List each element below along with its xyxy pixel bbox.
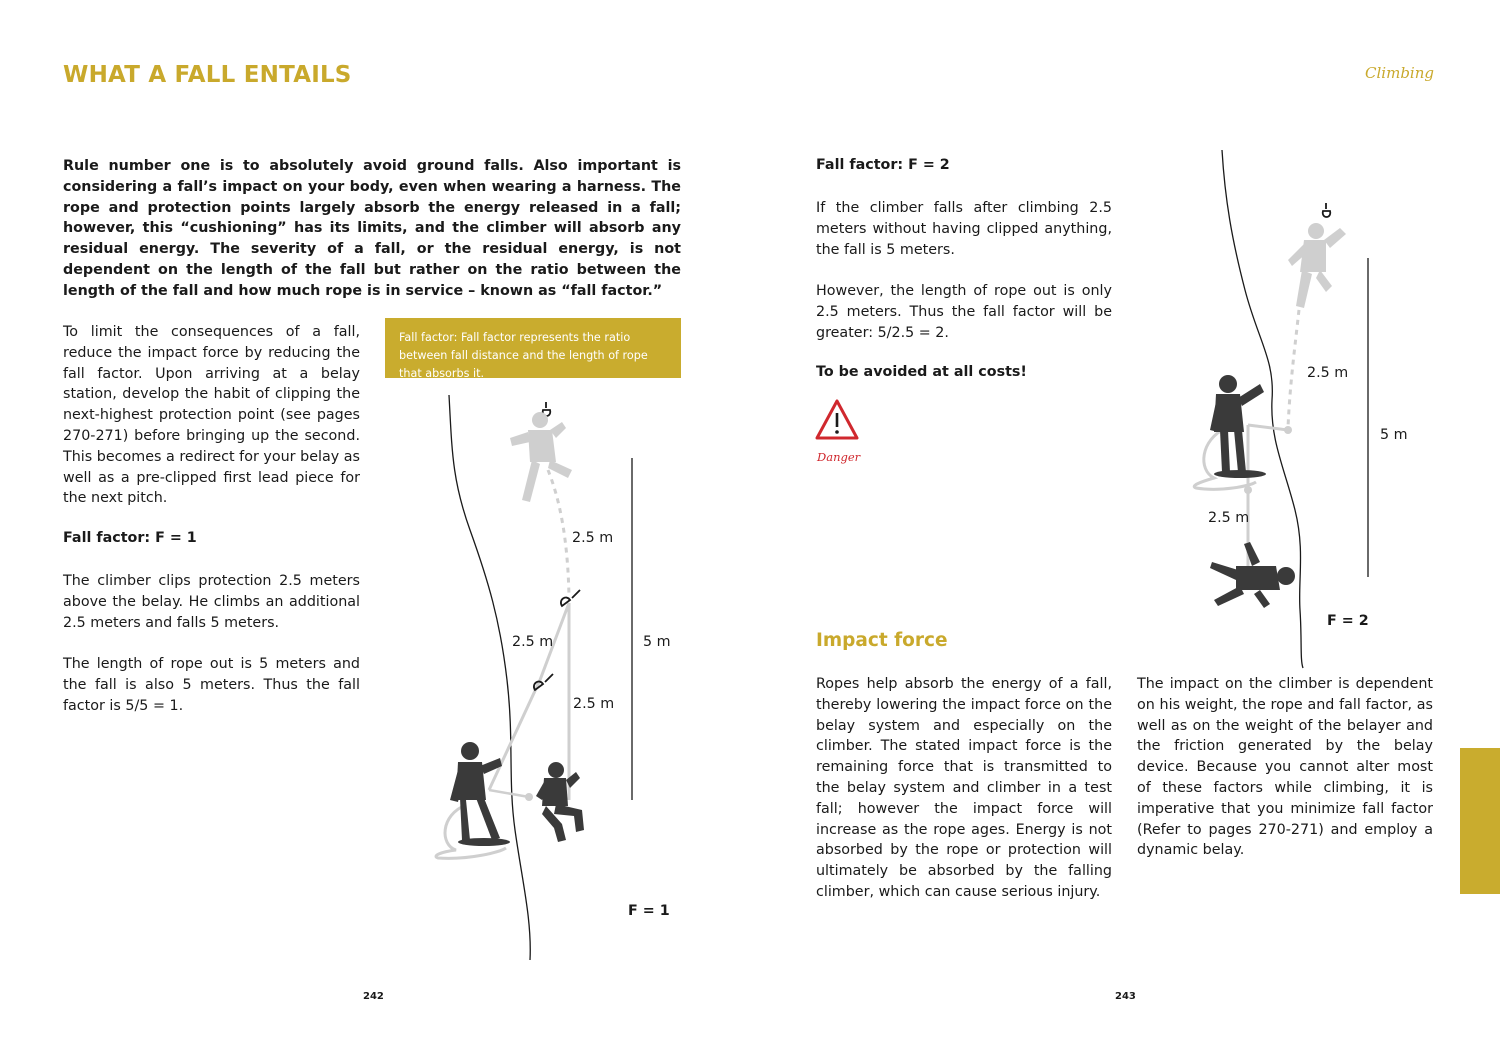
impact-paragraph-col1: Ropes help absorb the energy of a fall, thereby lowering the impact force on the belay system and especially on the climber. The stated impact force is the remaining force that is transmitted to the belay system and climber in a test fall; however the impact force will increase as the rope ages. Energy is not absorbed by the rope or protection will ultimately be absorbed by the falling climber, which can cause serious injury. (816, 676, 1112, 900)
quickdraw-icon (534, 674, 553, 690)
impact-force-heading: Impact force (816, 630, 948, 651)
falling-climber-figure (510, 412, 572, 502)
second-climber-figure (536, 762, 584, 842)
ff2-paragraph-2: However, the length of rope out is only 2.5 meters. Thus the fall factor will be greater: 5/2.5 = 2. (816, 283, 1112, 341)
figure1-label-right: 2.5 m (573, 696, 615, 712)
fallen-climber-figure (1210, 542, 1295, 608)
intro-paragraph: Rule number one is to absolutely avoid ground falls. Also important is considering a fall’s impact on your body, even when wearing a harness. The rope and protection points largely absorb the energy released in a fall; however, this “cushioning” has its limits, and the climber will absorb any residual energy. The severity of a fall, or the residual energy, is not dependent on the length of the fall but rather on the ratio between the length of the fall and how much rope is in service – known as “fall factor.” (63, 158, 681, 299)
danger-warning-icon (817, 401, 857, 438)
anchor-point (1284, 426, 1292, 434)
figure2-caption: F = 2 (1327, 613, 1369, 629)
ff2-heading: Fall factor: F = 2 (816, 157, 950, 173)
rope (489, 603, 569, 790)
figure2-label-top: 2.5 m (1307, 365, 1349, 381)
rope-to-anchor (489, 790, 529, 797)
quickdraw-icon (1323, 203, 1330, 217)
page-title: WHAT A FALL ENTAILS (63, 62, 352, 88)
fall-path-dashed (1288, 300, 1300, 428)
left-paragraph-1: To limit the consequences of a fall, reduce the impact force by reducing the fall factor. Upon arriving at a belay station, develop the habit of clipping the next-highest protection point (see pages 270-271) before bringing up the second. This becomes a redirect for your belay as well as a pre-clipped first lead piece for the next pitch. (63, 324, 360, 507)
danger-label: Danger (817, 450, 861, 464)
belayer-figure (450, 742, 510, 846)
figure2-diagram (1194, 150, 1368, 668)
ff1-paragraph-1: The climber clips protection 2.5 meters above the belay. He climbs an additional 2.5 meters and falls 5 meters. (63, 573, 360, 631)
falling-climber-figure (1288, 223, 1346, 308)
section-name: Climbing (1365, 64, 1434, 82)
figure1-caption: F = 1 (628, 903, 670, 919)
figure2-label-total: 5 m (1380, 427, 1408, 443)
page-number-left: 242 (363, 991, 384, 1002)
figure2-label-bottom: 2.5 m (1208, 510, 1250, 526)
ff1-paragraph-2: The length of rope out is 5 meters and the fall is also 5 meters. Thus the fall factor is 5/5 = 1. (63, 656, 360, 714)
impact-paragraph-col2: The impact on the climber is dependent on his weight, the rope and fall factor, as well as on the weight of the belayer and the friction generated by the belay device. Because you cannot alter most of these factors while climbing, it is imperative that you minimize fall factor (Refer to pages 270-271) and employ a dynamic belay. (1137, 676, 1433, 859)
fall-path-dashed (548, 470, 569, 598)
chapter-thumb-tab (1460, 748, 1500, 894)
ff1-heading: Fall factor: F = 1 (63, 530, 197, 546)
figure1-diagram (436, 395, 632, 960)
figure1-label-left: 2.5 m (512, 634, 554, 650)
ff2-paragraph-1: If the climber falls after climbing 2.5 meters without having clipped anything, the fall is 5 meters. (816, 200, 1112, 258)
fall-factor-definition-box: Fall factor: Fall factor represents the ratio between fall distance and the length of rope that absorbs it. (385, 318, 681, 378)
warning-text: To be avoided at all costs! (816, 364, 1027, 380)
anchor-point (525, 793, 533, 801)
figure1-label-total: 5 m (643, 634, 671, 650)
page-number-right: 243 (1115, 991, 1136, 1002)
rock-wall-line (449, 395, 530, 960)
rope (1248, 425, 1288, 430)
figure1-label-top: 2.5 m (572, 530, 614, 546)
